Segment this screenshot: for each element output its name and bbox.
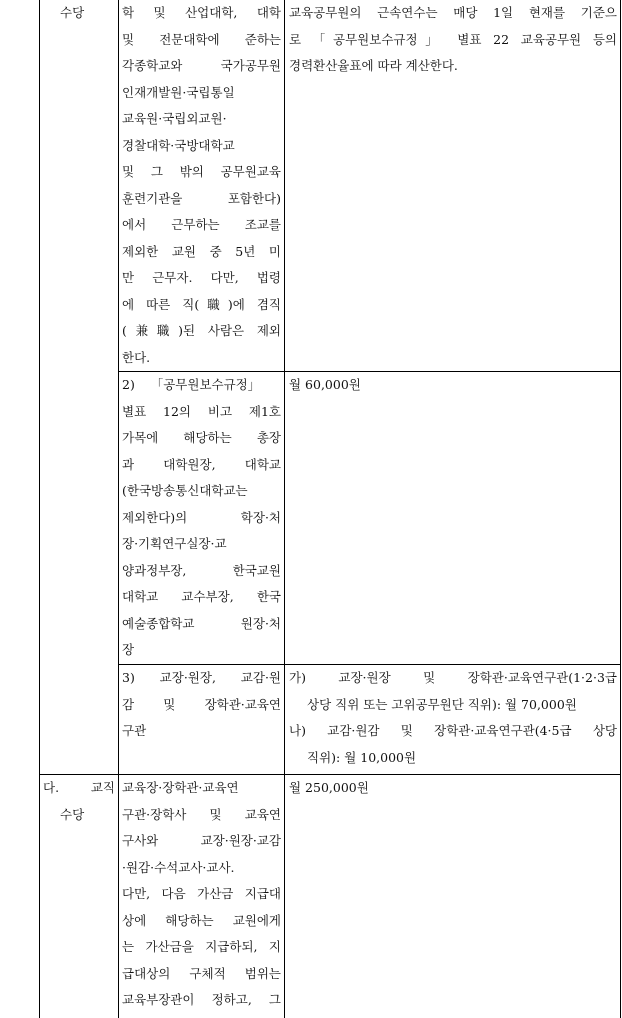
target-line: 2) 「공무원보수규정」 [122, 377, 261, 392]
target-line: 감 및 장학관·교육연 [122, 696, 281, 712]
target-line: 다만, 다음 가산금 지급대 [122, 886, 281, 901]
target-line: ·원감·수석교사·교사. [122, 859, 235, 875]
row4-category [43, 775, 115, 828]
row1-amount [289, 0, 617, 80]
table-divider-category [118, 0, 119, 1018]
target-line: (한국방송통신대학교는 [122, 483, 248, 498]
target-line: 과 대학원장, 대학교 [122, 456, 281, 472]
row3-amount [289, 665, 617, 771]
target-line: 예술종합학교 원장·처 [122, 615, 281, 631]
target-line: 대학교 교수부장, 한국 [122, 589, 281, 604]
target-line: 가목에 해당하는 총장 [122, 430, 281, 445]
target-line: 한다. [122, 349, 151, 365]
row1-category [60, 0, 84, 27]
amount-line: 나) 교감·원감 및 장학관·교육연구관(4·5급 상당 [289, 723, 617, 738]
target-line: 만 근무자. 다만, 법령 [122, 270, 281, 285]
target-line: 경찰대학·국방대학교 [122, 137, 235, 153]
row4-amount [289, 775, 369, 802]
target-line: 장·기획연구실장·교 [122, 536, 227, 551]
target-line: 제외한 교원 중 5년 미 [122, 243, 281, 259]
target-line: 및 전문대학에 준하는 [122, 31, 281, 47]
target-line: 양과정부장, 한국교원 [122, 562, 281, 578]
target-line: 구사와 교장·원장·교감 [122, 833, 281, 848]
table-border-left [39, 0, 40, 1018]
row2-amount [289, 372, 361, 399]
amount-line: 월 60,000원 [289, 377, 361, 392]
row3-target [122, 665, 281, 745]
target-line: 에 따른 직(職)에 겸직 [122, 296, 281, 312]
target-line: 구관·장학사 및 교육연 [122, 806, 281, 822]
target-line: 및 그 밖의 공무원교육 [122, 164, 281, 179]
target-line: 구관 [122, 723, 147, 738]
amount-line: 월 250,000원 [289, 780, 369, 795]
target-line: 훈련기관을 포함한다) [122, 190, 281, 206]
amount-line: 로 「공무원보수규정」 별표 22 교육공무원 등의 [289, 31, 617, 47]
target-line: 3) 교장·원장, 교감·원 [122, 670, 281, 685]
target-line: 상에 해당하는 교원에게 [122, 912, 281, 928]
amount-line: 가) 교장·원장 및 장학관·교육연구관(1·2·3급 [289, 670, 617, 685]
table-divider-target [284, 0, 285, 1018]
category-line: 다. 교직 [43, 780, 115, 795]
target-line: 인재개발원·국립통일 [122, 84, 235, 100]
target-line: 장 [122, 642, 135, 657]
row1-target [122, 0, 281, 371]
target-line: 에서 근무하는 조교를 [122, 217, 281, 232]
table-border-right [620, 0, 621, 1018]
target-line: 제외한다)의 학장·처 [122, 509, 281, 525]
row4-target [122, 775, 281, 1014]
target-line: 각종학교와 국가공무원 [122, 58, 281, 73]
row2-target [122, 372, 281, 664]
target-line: 교육원·국립외교원· [122, 111, 227, 126]
amount-line: 경력환산율표에 따라 계산한다. [289, 58, 458, 73]
amount-line: 직위): 월 10,000원 [307, 749, 417, 765]
target-line: 는 가산금을 지급하되, 지 [122, 939, 281, 954]
target-line: 학 및 산업대학, 대학 [122, 5, 281, 20]
target-line: (兼職)된 사람은 제외 [122, 323, 281, 338]
category-line: 수당 [60, 806, 85, 822]
category-line: 수당 [60, 5, 85, 20]
target-line: 교육장·장학관·교육연 [122, 780, 239, 795]
target-line: 급대상의 구체적 범위는 [122, 965, 281, 981]
amount-line: 교육공무원의 근속연수는 매당 1일 현재를 기준으 [289, 5, 617, 20]
target-line: 별표 12의 비고 제1호 [122, 403, 281, 419]
amount-line: 상당 직위 또는 고위공무원단 직위): 월 70,000원 [307, 696, 577, 712]
target-line: 교육부장관이 정하고, 그 [122, 992, 281, 1007]
